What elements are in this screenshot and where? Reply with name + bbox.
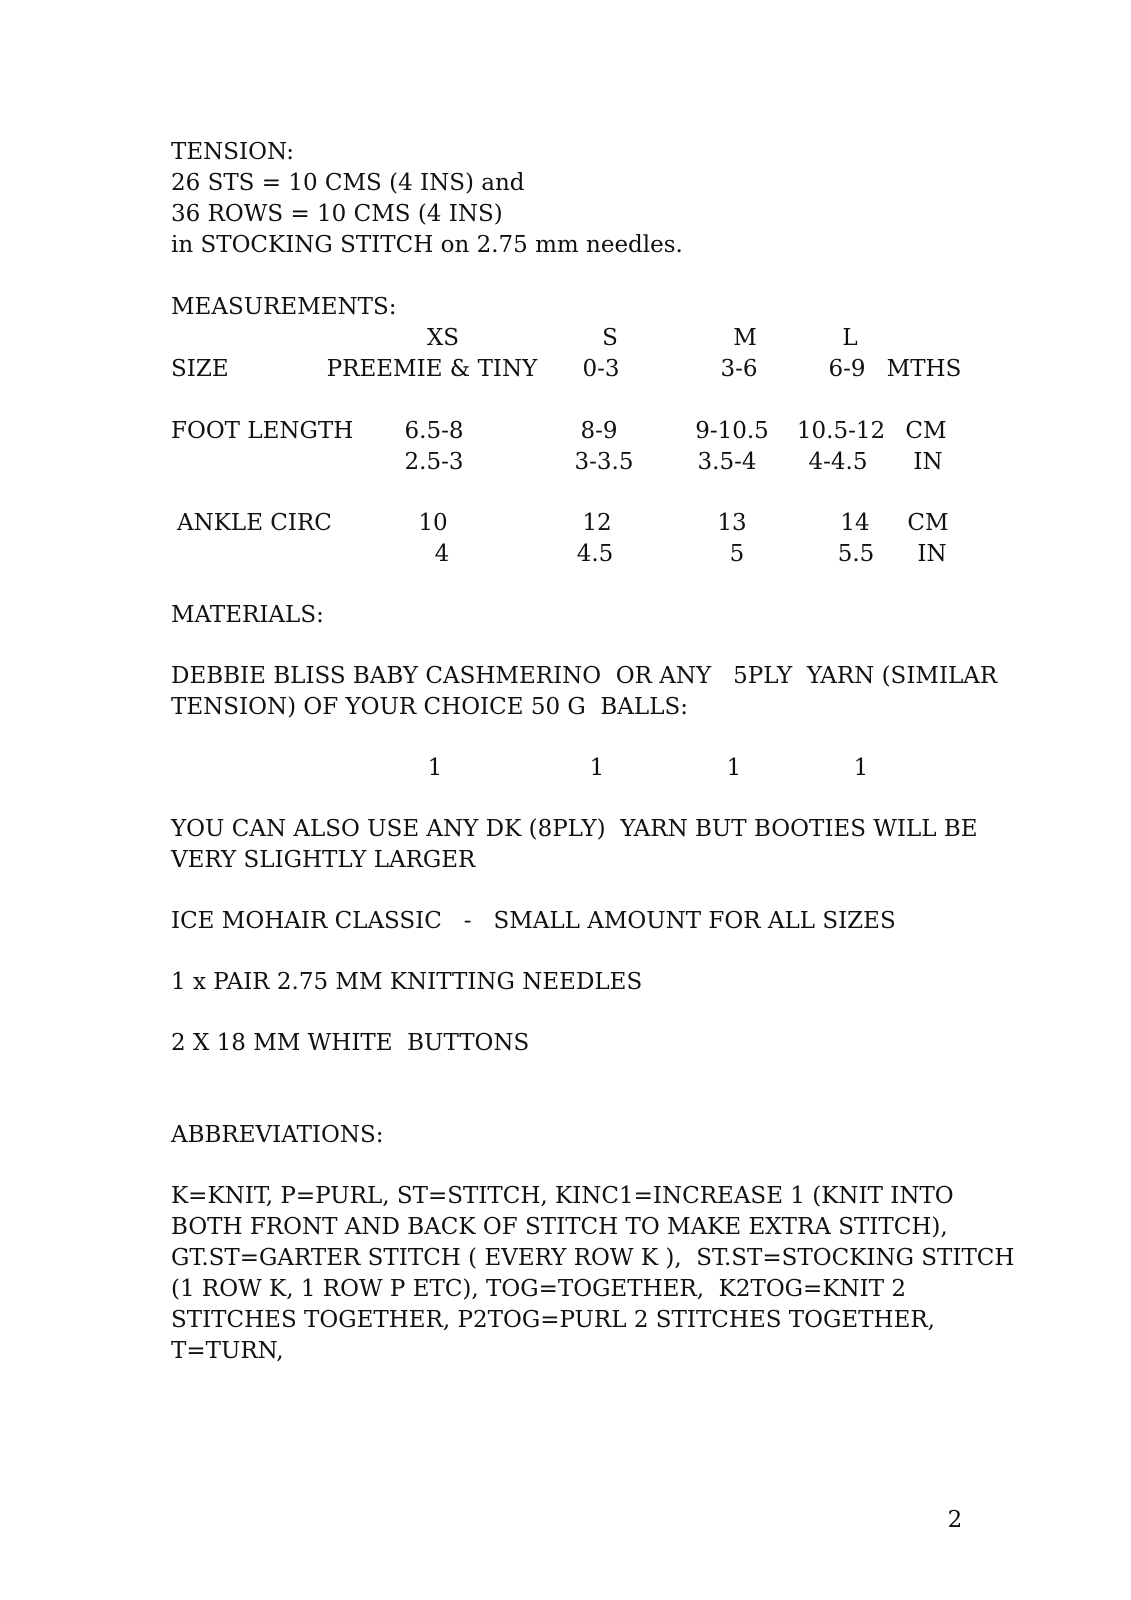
mohair-line: ICE MOHAIR CLASSIC - SMALL AMOUNT FOR ALL SIZES	[171, 908, 896, 934]
size-value: PREEMIE & TINY	[326, 356, 538, 382]
ankle-circ-in: 5	[729, 541, 745, 567]
tension-line: 36 ROWS = 10 CMS (4 INS)	[171, 201, 503, 227]
size-unit: MTHS	[886, 356, 962, 382]
foot-length-in: 3.5-4	[697, 449, 757, 475]
foot-length-cm: 8-9	[580, 418, 618, 444]
ankle-circ-label: ANKLE CIRC	[177, 510, 332, 536]
balls-l: 1	[853, 755, 869, 781]
foot-length-label: FOOT LENGTH	[171, 418, 354, 444]
size-code-l: L	[842, 325, 858, 351]
needles-line: 1 x PAIR 2.75 MM KNITTING NEEDLES	[171, 969, 643, 995]
ankle-circ-in: 4.5	[576, 541, 614, 567]
abbreviations-line: GT.ST=GARTER STITCH ( EVERY ROW K ), ST.ST=STOCKING STITCH	[171, 1245, 1015, 1271]
size-code-s: S	[602, 325, 618, 351]
ankle-circ-cm: 12	[582, 510, 612, 536]
size-code-m: M	[733, 325, 757, 351]
abbreviations-line: K=KNIT, P=PURL, ST=STITCH, KINC1=INCREASE 1 (KNIT INTO	[171, 1183, 954, 1209]
ankle-circ-cm: 14	[840, 510, 870, 536]
foot-length-in: 2.5-3	[404, 449, 464, 475]
yarn-line: DEBBIE BLISS BABY CASHMERINO OR ANY 5PLY YARN (SIMILAR	[171, 663, 998, 689]
dk-line: YOU CAN ALSO USE ANY DK (8PLY) YARN BUT BOOTIES WILL BE	[171, 816, 978, 842]
abbreviations-line: T=TURN,	[171, 1338, 284, 1364]
tension-line: in STOCKING STITCH on 2.75 mm needles.	[171, 232, 683, 258]
size-value: 0-3	[582, 356, 620, 382]
ankle-circ-cm: 10	[418, 510, 448, 536]
balls-s: 1	[589, 755, 605, 781]
ankle-circ-in: 4	[434, 541, 450, 567]
tension-heading: TENSION:	[171, 139, 295, 165]
balls-m: 1	[726, 755, 742, 781]
abbreviations-line: BOTH FRONT AND BACK OF STITCH TO MAKE EXTRA STITCH),	[171, 1214, 948, 1240]
ankle-circ-in-unit: IN	[917, 541, 947, 567]
foot-length-in: 4-4.5	[808, 449, 868, 475]
dk-line: VERY SLIGHTLY LARGER	[171, 847, 476, 873]
ankle-circ-cm-unit: CM	[907, 510, 949, 536]
foot-length-in: 3-3.5	[574, 449, 634, 475]
measurements-heading: MEASUREMENTS:	[171, 294, 397, 320]
materials-heading: MATERIALS:	[171, 602, 324, 628]
tension-line: 26 STS = 10 CMS (4 INS) and	[171, 170, 525, 196]
size-value: 6-9	[828, 356, 866, 382]
yarn-line: TENSION) OF YOUR CHOICE 50 G BALLS:	[171, 694, 688, 720]
foot-length-cm: 10.5-12	[796, 418, 886, 444]
ankle-circ-in: 5.5	[837, 541, 875, 567]
foot-length-cm: 9-10.5	[695, 418, 769, 444]
abbreviations-line: STITCHES TOGETHER, P2TOG=PURL 2 STITCHES TOGETHER,	[171, 1307, 935, 1333]
size-value: 3-6	[720, 356, 758, 382]
foot-length-cm-unit: CM	[905, 418, 947, 444]
foot-length-cm: 6.5-8	[404, 418, 464, 444]
size-code-xs: XS	[426, 325, 460, 351]
abbreviations-line: (1 ROW K, 1 ROW P ETC), TOG=TOGETHER, K2TOG=KNIT 2	[171, 1276, 907, 1302]
size-label: SIZE	[171, 356, 229, 382]
abbreviations-heading: ABBREVIATIONS:	[171, 1122, 384, 1148]
balls-xs: 1	[427, 755, 443, 781]
buttons-line: 2 X 18 MM WHITE BUTTONS	[171, 1030, 530, 1056]
page-number: 2	[947, 1507, 963, 1533]
foot-length-in-unit: IN	[913, 449, 943, 475]
ankle-circ-cm: 13	[717, 510, 747, 536]
